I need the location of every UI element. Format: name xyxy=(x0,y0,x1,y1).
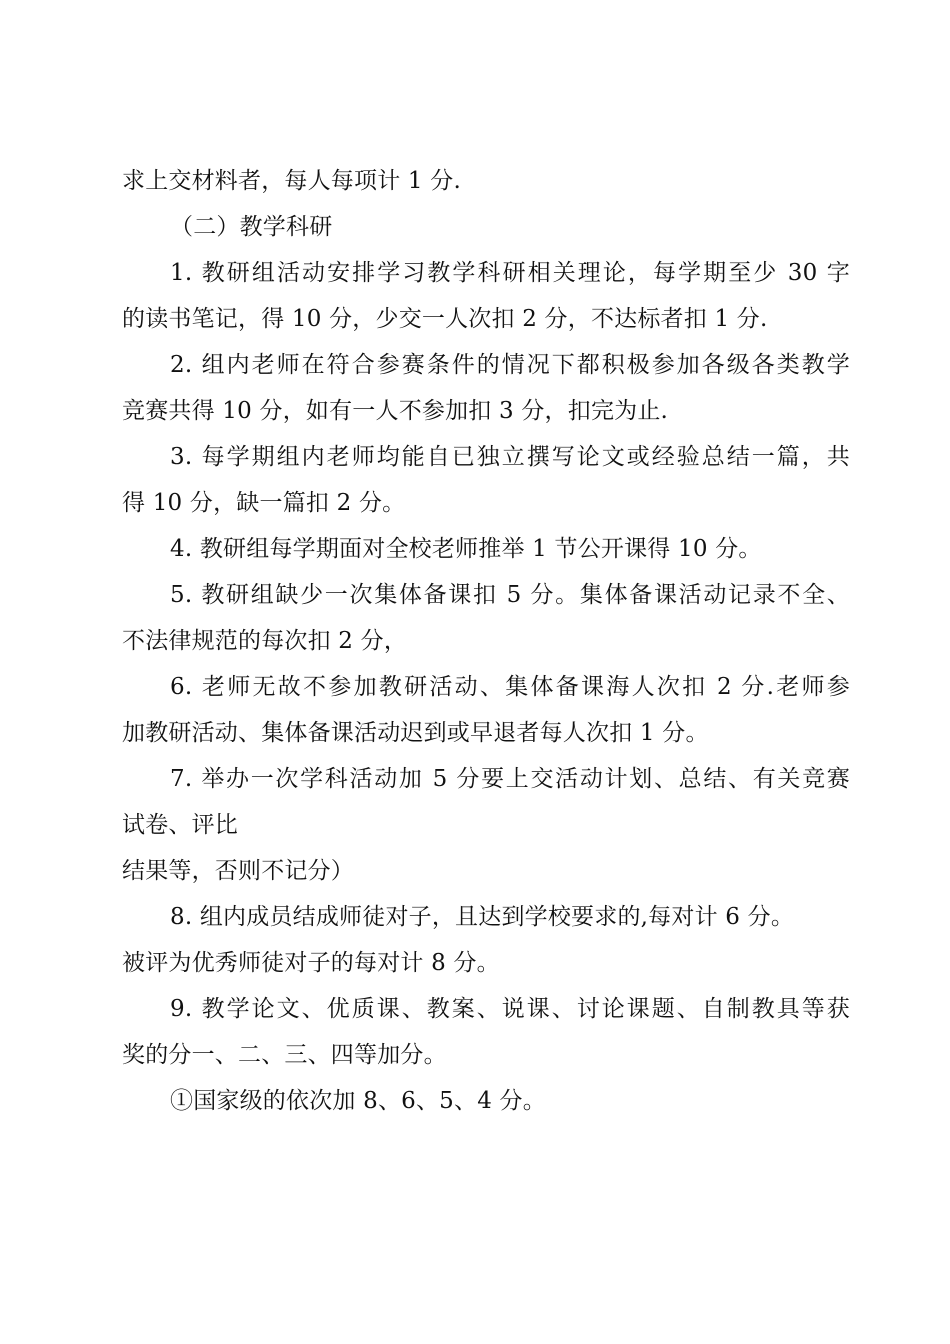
text-line: 4. 教研组每学期面对全校老师推举 1 节公开课得 10 分。 xyxy=(170,536,762,562)
text-line: 试卷、评比 xyxy=(122,812,238,838)
text-line: 奖的分一、二、三、四等加分。 xyxy=(122,1042,447,1068)
text-line: 结果等，否则不记分） xyxy=(122,858,354,884)
text-line: 求上交材料者，每人每项计 1 分. xyxy=(122,168,461,194)
section-heading: （二）教学科研 xyxy=(170,214,333,240)
text-line: ①国家级的依次加 8、6、5、4 分。 xyxy=(170,1088,546,1114)
text-line: 8. 组内成员结成师徒对子，且达到学校要求的,每对计 6 分。 xyxy=(170,904,795,930)
text-line: 被评为优秀师徒对子的每对计 8 分。 xyxy=(122,950,500,976)
text-line: 7. 举办一次学科活动加 5 分要上交活动计划、总结、有关竞赛 xyxy=(170,766,850,792)
text-line: 的读书笔记，得 10 分，少交一人次扣 2 分，不达标者扣 1 分. xyxy=(122,306,768,332)
document-body xyxy=(122,158,850,1124)
text-line: 1. 教研组活动安排学习教学科研相关理论，每学期至少 30 字 xyxy=(170,260,850,286)
text-line: 加教研活动、集体备课活动迟到或早退者每人次扣 1 分。 xyxy=(122,720,709,746)
text-line: 6. 老师无故不参加教研活动、集体备课海人次扣 2 分.老师参 xyxy=(170,674,850,700)
text-line: 2. 组内老师在符合参赛条件的情况下都积极参加各级各类教学 xyxy=(170,352,850,378)
text-line: 竞赛共得 10 分，如有一人不参加扣 3 分，扣完为止. xyxy=(122,398,669,424)
text-line: 5. 教研组缺少一次集体备课扣 5 分。集体备课活动记录不全、 xyxy=(170,582,850,608)
text-line: 9. 教学论文、优质课、教案、说课、讨论课题、自制教具等获 xyxy=(170,996,850,1022)
text-line: 3. 每学期组内老师均能自已独立撰写论文或经验总结一篇，共 xyxy=(170,444,850,470)
text-line: 得 10 分，缺一篇扣 2 分。 xyxy=(122,490,406,516)
text-line: 不法律规范的每次扣 2 分， xyxy=(122,628,408,654)
